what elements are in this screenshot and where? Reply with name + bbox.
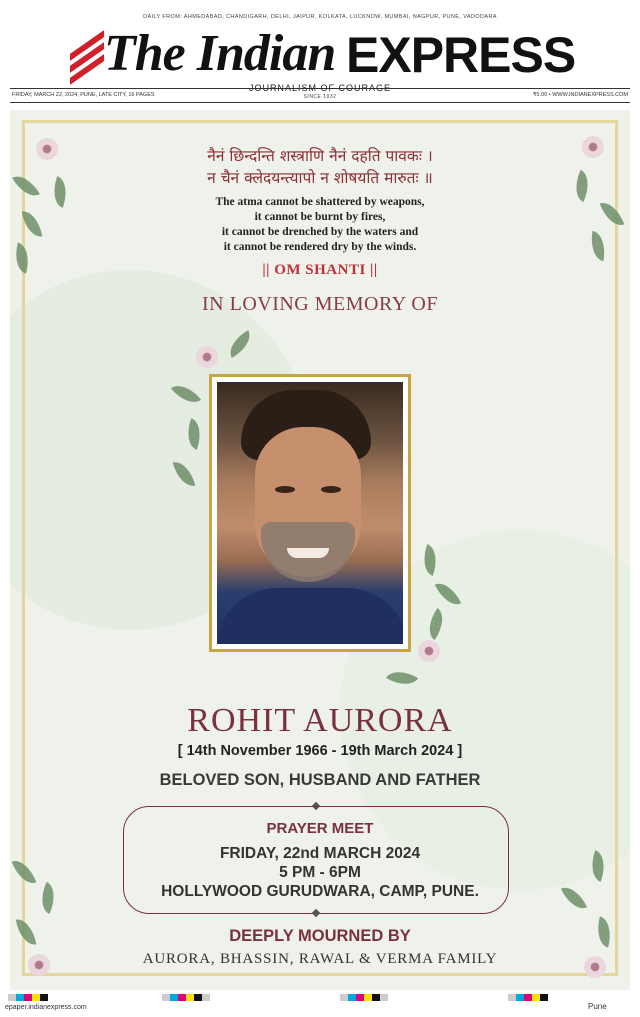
prayer-meet-venue: HOLLYWOOD GURUDWARA, CAMP, PUNE.: [161, 883, 479, 900]
verse-line-4: it cannot be rendered dry by the winds.: [223, 241, 417, 253]
om-shanti: || OM SHANTI ||: [262, 262, 378, 278]
dateline: FRIDAY, MARCH 22, 2024, PUNE, LATE CITY, 16 PAGES: [12, 92, 155, 98]
price-url: ₹5.00 • WWW.INDIANEXPRESS.COM: [533, 92, 628, 98]
verse-line-2: it cannot be burnt by fires,: [254, 211, 386, 223]
edition-city: Pune: [588, 1002, 607, 1011]
masthead-rule-bottom: [10, 102, 630, 103]
epaper-url: epaper.indianexpress.com: [5, 1004, 87, 1011]
brand-express: EXPRESS: [346, 27, 576, 83]
color-bar-2: [162, 994, 210, 1001]
color-bar-1: [8, 994, 48, 1001]
brand-the-indian: The Indian: [104, 25, 336, 82]
verse-line-3: it cannot be drenched by the waters and: [221, 226, 419, 238]
in-loving-memory: IN LOVING MEMORY OF: [202, 293, 438, 315]
tagline: JOURNALISM OF COURAGE: [248, 83, 391, 93]
life-dates: [ 14th November 1966 - 19th March 2024 ]: [177, 743, 463, 759]
color-bar-4: [508, 994, 548, 1001]
family-names: AURORA, BHASSIN, RAWAL & VERMA FAMILY: [142, 951, 498, 967]
deeply-mourned-by: DEEPLY MOURNED BY: [229, 927, 411, 945]
portrait-frame: [209, 374, 411, 652]
deceased-name: ROHIT AURORA: [187, 702, 453, 739]
verse-line-1: The atma cannot be shattered by weapons,: [215, 196, 425, 208]
prayer-meet-title: PRAYER MEET: [266, 820, 374, 837]
sanskrit-line-2: न चैनं क्लेदयन्त्यापो न शोषयति मारुतः ॥: [207, 169, 433, 187]
beloved-line: BELOVED SON, HUSBAND AND FATHER: [159, 771, 481, 789]
prayer-meet-time: 5 PM - 6PM: [279, 864, 361, 881]
sanskrit-line-1: नैनं छिन्दन्ति शस्त्राणि नैनं दहति पावकः ।: [207, 147, 433, 165]
prayer-meet-date: FRIDAY, 22nd MARCH 2024: [219, 845, 421, 862]
portrait-photo: [217, 382, 403, 644]
since-year: SINCE 1932: [303, 94, 337, 100]
color-bar-3: [340, 994, 388, 1001]
brand-logo-icon: [70, 36, 102, 76]
editions-line: DAILY FROM: AHMEDABAD, CHANDIGARH, DELHI, JAIPUR, KOLKATA, LUCKNOW, MUMBAI, NAGPUR, PUNE, VADODARA: [143, 14, 497, 20]
